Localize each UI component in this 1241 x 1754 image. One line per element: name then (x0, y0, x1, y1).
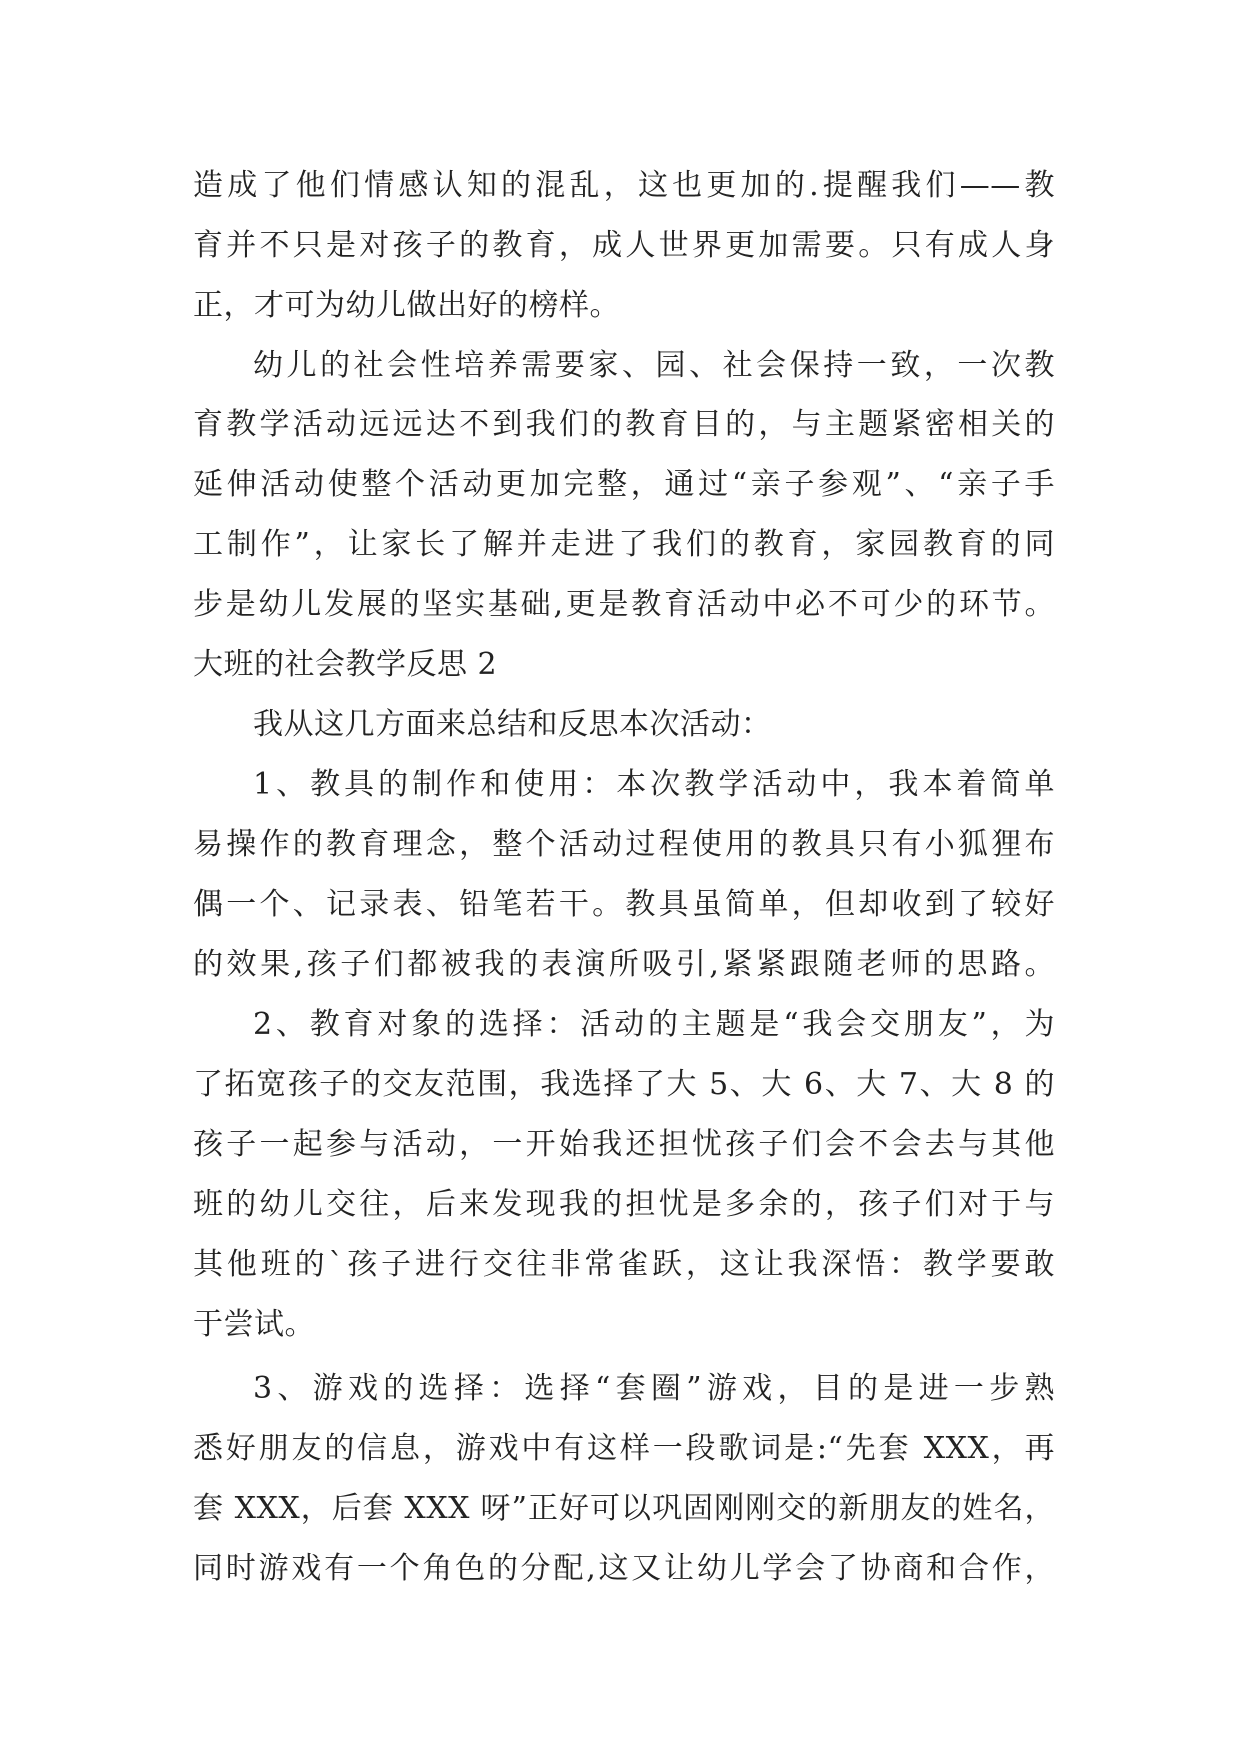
text-line: 偶一个、记录表、铅笔若干。教具虽简单，但却收到了较好 (193, 887, 1055, 922)
text-line: 正，才可为幼儿做出好的榜样。 (193, 288, 620, 323)
text-line: 步是幼儿发展的坚实基础,更是教育活动中必不可少的环节。 (193, 587, 1055, 622)
text-line: 延伸活动使整个活动更加完整，通过“亲子参观”、“亲子手 (193, 467, 1055, 502)
text-line: 孩子一起参与活动，一开始我还担忧孩子们会不会去与其他 (193, 1127, 1055, 1162)
text-line: 工制作”，让家长了解并走进了我们的教育，家园教育的同 (193, 527, 1055, 562)
text-line: 于尝试。 (193, 1307, 315, 1342)
text-line: 了拓宽孩子的交友范围，我选择了大 5、大 6、大 7、大 8 的 (193, 1067, 1055, 1102)
text-line: 悉好朋友的信息，游戏中有这样一段歌词是:“先套 XXX，再 (193, 1431, 1055, 1466)
section-heading: 大班的社会教学反思 2 (193, 647, 498, 682)
list-item-first-line: 1、教具的制作和使用：本次教学活动中，我本着简单 (253, 767, 1055, 802)
text-line: 造成了他们情感认知的混乱，这也更加的.提醒我们——教 (193, 168, 1055, 203)
list-item-first-line: 3、游戏的选择：选择“套圈”游戏，目的是进一步熟 (253, 1371, 1055, 1406)
paragraph-first-line: 幼儿的社会性培养需要家、园、社会保持一致，一次教 (253, 348, 1055, 383)
text-line: 的效果,孩子们都被我的表演所吸引,紧紧跟随老师的思路。 (193, 947, 1055, 982)
text-line: 其他班的`孩子进行交往非常雀跃，这让我深悟：教学要敢 (193, 1247, 1055, 1282)
text-line: 套 XXX，后套 XXX 呀”正好可以巩固刚刚交的新朋友的姓名， (193, 1491, 1055, 1526)
text-line: 易操作的教育理念，整个活动过程使用的教具只有小狐狸布 (193, 827, 1055, 862)
text-line: 育并不只是对孩子的教育，成人世界更加需要。只有成人身 (193, 228, 1055, 263)
text-line: 班的幼儿交往，后来发现我的担忧是多余的，孩子们对于与 (193, 1187, 1055, 1222)
text-line: 同时游戏有一个角色的分配,这又让幼儿学会了协商和合作， (193, 1551, 1055, 1586)
paragraph-first-line: 我从这几方面来总结和反思本次活动： (253, 707, 772, 742)
list-item-first-line: 2、教育对象的选择：活动的主题是“我会交朋友”，为 (253, 1007, 1055, 1042)
text-line: 育教学活动远远达不到我们的教育目的，与主题紧密相关的 (193, 407, 1055, 442)
